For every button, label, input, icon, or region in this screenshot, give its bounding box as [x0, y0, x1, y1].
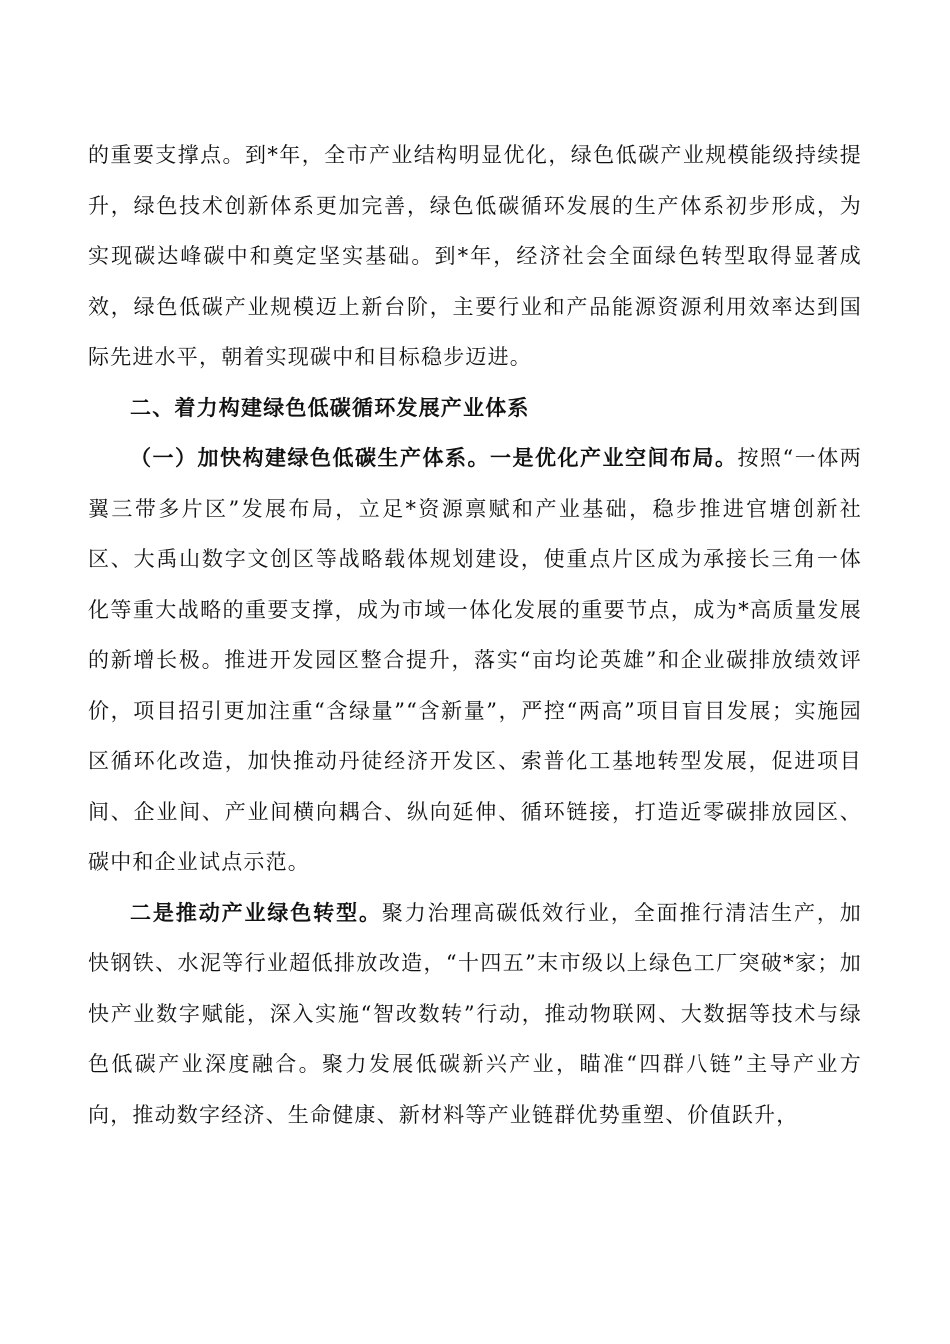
section-heading	[88, 383, 862, 434]
paragraph-continuation	[88, 130, 862, 383]
point-lead: 二是推动产业绿色转型。	[130, 899, 382, 925]
document-body	[88, 130, 862, 1140]
paragraph-text: 聚力治理高碳低效行业，全面推行清洁生产，加快钢铁、水泥等行业超低排放改造，“十四五”末市级以上绿色工厂突破*家；加快产业数字赋能，深入实施“智改数转”行动，推动物联网、大数据等技术与绿色低碳产业深度融合。聚力发展低碳新兴产业，瞄准“四群八链”主导产业方向，推动数字经济、生命健康、新材料等产业链群优势重塑、价值跃升，	[88, 900, 863, 1127]
paragraph-text: 的重要支撑点。到*年，全市产业结构明显优化，绿色低碳产业规模能级持续提升，绿色技术创新体系更加完善，绿色低碳循环发展的生产体系初步形成，为实现碳达峰碳中和奠定坚实基础。到*年，经济社会全面绿色转型取得显著成效，绿色低碳产业规模迈上新台阶，主要行业和产品能源资源利用效率达到国际先进水平，朝着实现碳中和目标稳步迈进。	[88, 143, 862, 369]
paragraph-text: 按照“一体两翼三带多片区”发展布局，立足*资源禀赋和产业基础，稳步推进官塘创新社区、大禹山数字文创区等战略载体规划建设，使重点片区成为承接长三角一体化等重大战略的重要支撑，成为市域一体化发展的重要节点，成为*高质量发展的新增长极。推进开发园区整合提升，落实“亩均论英雄”和企业碳排放绩效评价，项目招引更加注重“含绿量”“含新量”，严控“两高”项目盲目发展；实施园区循环化改造，加快推动丹徒经济开发区、索普化工基地转型发展，促进项目间、企业间、产业间横向耦合、纵向延伸、循环链接，打造近零碳排放园区、碳中和企业试点示范。	[88, 446, 862, 874]
section-heading-text: 二、着力构建绿色低碳循环发展产业体系	[130, 395, 530, 420]
paragraph-point-two	[88, 888, 862, 1141]
paragraph-subsection-one	[88, 433, 862, 888]
subsection-lead: （一）加快构建绿色低碳生产体系。一是优化产业空间布局。	[130, 445, 738, 470]
